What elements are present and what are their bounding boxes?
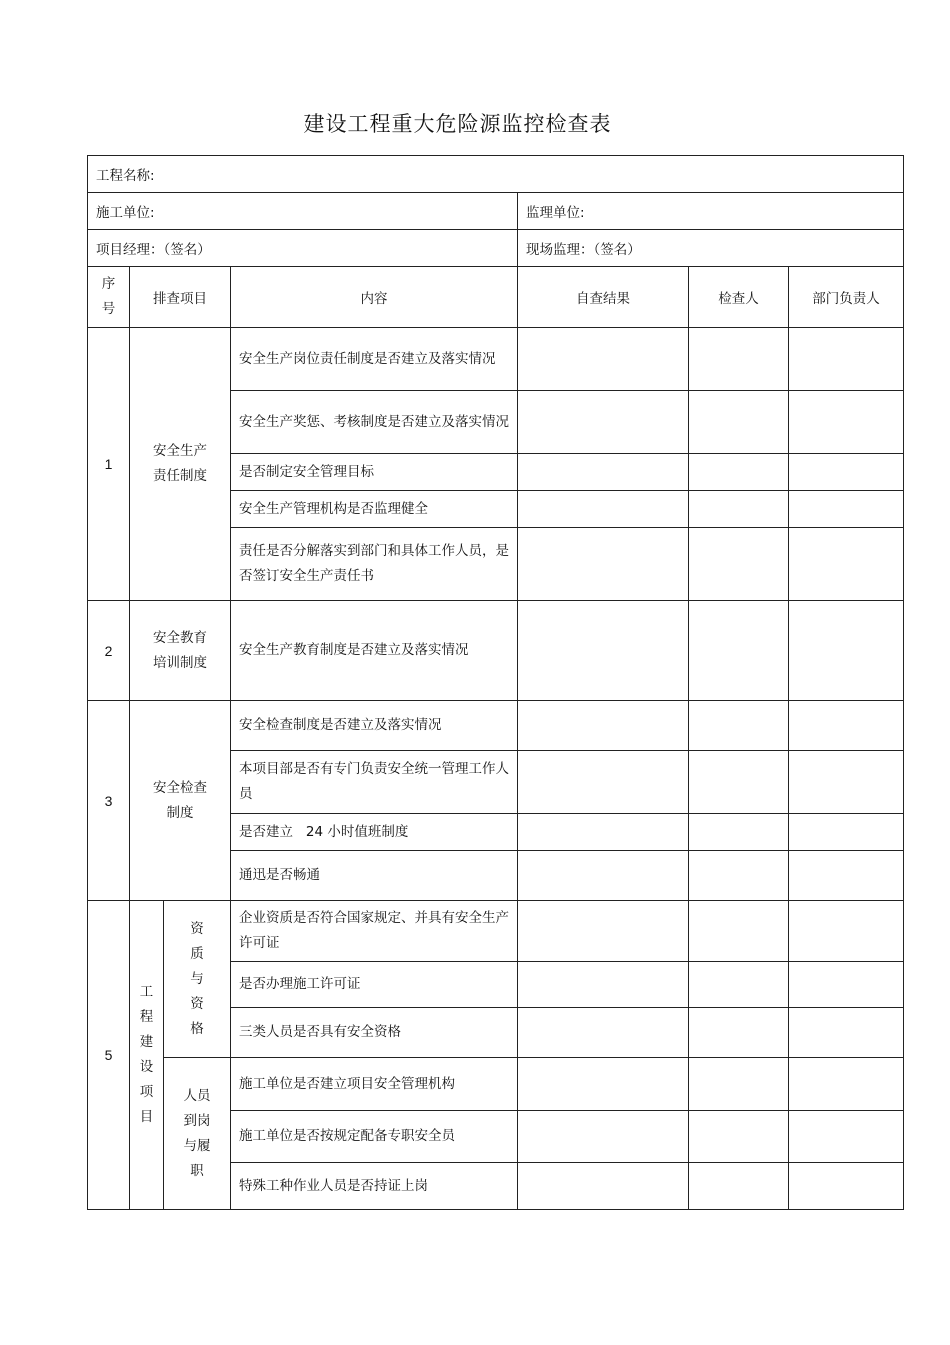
header-result: 自查结果	[518, 267, 689, 328]
project-manager-cell: 项目经理：（签名）	[88, 230, 518, 267]
table-row	[88, 1058, 904, 1111]
inspector-cell[interactable]	[689, 701, 789, 751]
section-number: 3	[88, 701, 130, 901]
result-cell[interactable]	[518, 601, 689, 701]
header-item: 排查项目	[130, 267, 231, 328]
result-cell[interactable]	[518, 528, 689, 601]
result-cell[interactable]	[518, 391, 689, 454]
result-cell[interactable]	[518, 491, 689, 528]
result-cell[interactable]	[518, 1008, 689, 1058]
content-cell: 安全生产奖惩、考核制度是否建立及落实情况	[231, 391, 518, 454]
content-cell: 安全生产管理机构是否监理健全	[231, 491, 518, 528]
project-name-cell: 工程名称:	[88, 156, 904, 193]
content-cell: 企业资质是否符合国家规定、并具有安全生产许可证	[231, 901, 518, 962]
dept-head-cell[interactable]	[789, 901, 904, 962]
inspector-cell[interactable]	[689, 528, 789, 601]
content-cell: 是否建立 24 小时值班制度	[231, 814, 518, 851]
inspector-cell[interactable]	[689, 391, 789, 454]
content-cell: 安全检查制度是否建立及落实情况	[231, 701, 518, 751]
dept-head-cell[interactable]	[789, 391, 904, 454]
content-cell: 三类人员是否具有安全资格	[231, 1008, 518, 1058]
dept-head-cell[interactable]	[789, 701, 904, 751]
dept-head-cell[interactable]	[789, 1008, 904, 1058]
inspector-cell[interactable]	[689, 1163, 789, 1210]
inspector-cell[interactable]	[689, 1058, 789, 1111]
section-number: 5	[88, 901, 130, 1210]
dept-head-cell[interactable]	[789, 1111, 904, 1163]
inspector-cell[interactable]	[689, 454, 789, 491]
section-category: 安全生产 责任制度	[130, 328, 231, 601]
table-row	[88, 701, 904, 751]
inspector-cell[interactable]	[689, 491, 789, 528]
result-cell[interactable]	[518, 901, 689, 962]
subcategory-personnel: 人员 到岗 与履 职	[164, 1058, 231, 1210]
dept-head-cell[interactable]	[789, 962, 904, 1008]
section-category: 安全检查 制度	[130, 701, 231, 901]
content-cell: 安全生产教育制度是否建立及落实情况	[231, 601, 518, 701]
content-cell: 是否制定安全管理目标	[231, 454, 518, 491]
inspection-table	[87, 155, 904, 1210]
inspector-cell[interactable]	[689, 1111, 789, 1163]
content-cell: 责任是否分解落实到部门和具体工作人员，是否签订安全生产责任书	[231, 528, 518, 601]
dept-head-cell[interactable]	[789, 751, 904, 814]
content-cell: 特殊工种作业人员是否持证上岗	[231, 1163, 518, 1210]
dept-head-cell[interactable]	[789, 528, 904, 601]
dept-head-cell[interactable]	[789, 814, 904, 851]
result-cell[interactable]	[518, 1058, 689, 1111]
dept-head-cell[interactable]	[789, 851, 904, 901]
table-header-row	[88, 267, 904, 328]
section-number: 1	[88, 328, 130, 601]
subcategory-qualification: 资 质 与 资 格	[164, 901, 231, 1058]
inspector-cell[interactable]	[689, 601, 789, 701]
result-cell[interactable]	[518, 328, 689, 391]
content-cell: 通迅是否畅通	[231, 851, 518, 901]
supervision-unit-cell: 监理单位:	[518, 193, 904, 230]
section-category: 工 程 建 设 项 目	[130, 901, 164, 1210]
result-cell[interactable]	[518, 454, 689, 491]
header-dept-head: 部门负责人	[789, 267, 904, 328]
construction-unit-cell: 施工单位:	[88, 193, 518, 230]
dept-head-cell[interactable]	[789, 601, 904, 701]
inspector-cell[interactable]	[689, 851, 789, 901]
section-category: 安全教育 培训制度	[130, 601, 231, 701]
inspector-cell[interactable]	[689, 901, 789, 962]
dept-head-cell[interactable]	[789, 1058, 904, 1111]
inspector-cell[interactable]	[689, 814, 789, 851]
content-cell: 施工单位是否建立项目安全管理机构	[231, 1058, 518, 1111]
table-row	[88, 328, 904, 391]
page-title: 建设工程重大危险源监控检查表	[303, 112, 612, 136]
inspector-cell[interactable]	[689, 1008, 789, 1058]
dept-head-cell[interactable]	[789, 454, 904, 491]
table-row	[88, 901, 904, 962]
content-cell: 安全生产岗位责任制度是否建立及落实情况	[231, 328, 518, 391]
inspector-cell[interactable]	[689, 962, 789, 1008]
result-cell[interactable]	[518, 701, 689, 751]
site-supervisor-cell: 现场监理：（签名）	[518, 230, 904, 267]
result-cell[interactable]	[518, 1163, 689, 1210]
dept-head-cell[interactable]	[789, 491, 904, 528]
content-cell: 施工单位是否按规定配备专职安全员	[231, 1111, 518, 1163]
result-cell[interactable]	[518, 962, 689, 1008]
inspector-cell[interactable]	[689, 328, 789, 391]
content-cell: 是否办理施工许可证	[231, 962, 518, 1008]
dept-head-cell[interactable]	[789, 1163, 904, 1210]
header-seq: 序 号	[88, 267, 130, 328]
result-cell[interactable]	[518, 814, 689, 851]
dept-head-cell[interactable]	[789, 328, 904, 391]
header-inspector: 检查人	[689, 267, 789, 328]
result-cell[interactable]	[518, 851, 689, 901]
content-cell: 本项目部是否有专门负责安全统一管理工作人员	[231, 751, 518, 814]
inspector-cell[interactable]	[689, 751, 789, 814]
table-row	[88, 601, 904, 701]
result-cell[interactable]	[518, 1111, 689, 1163]
section-number: 2	[88, 601, 130, 701]
result-cell[interactable]	[518, 751, 689, 814]
header-content: 内容	[231, 267, 518, 328]
